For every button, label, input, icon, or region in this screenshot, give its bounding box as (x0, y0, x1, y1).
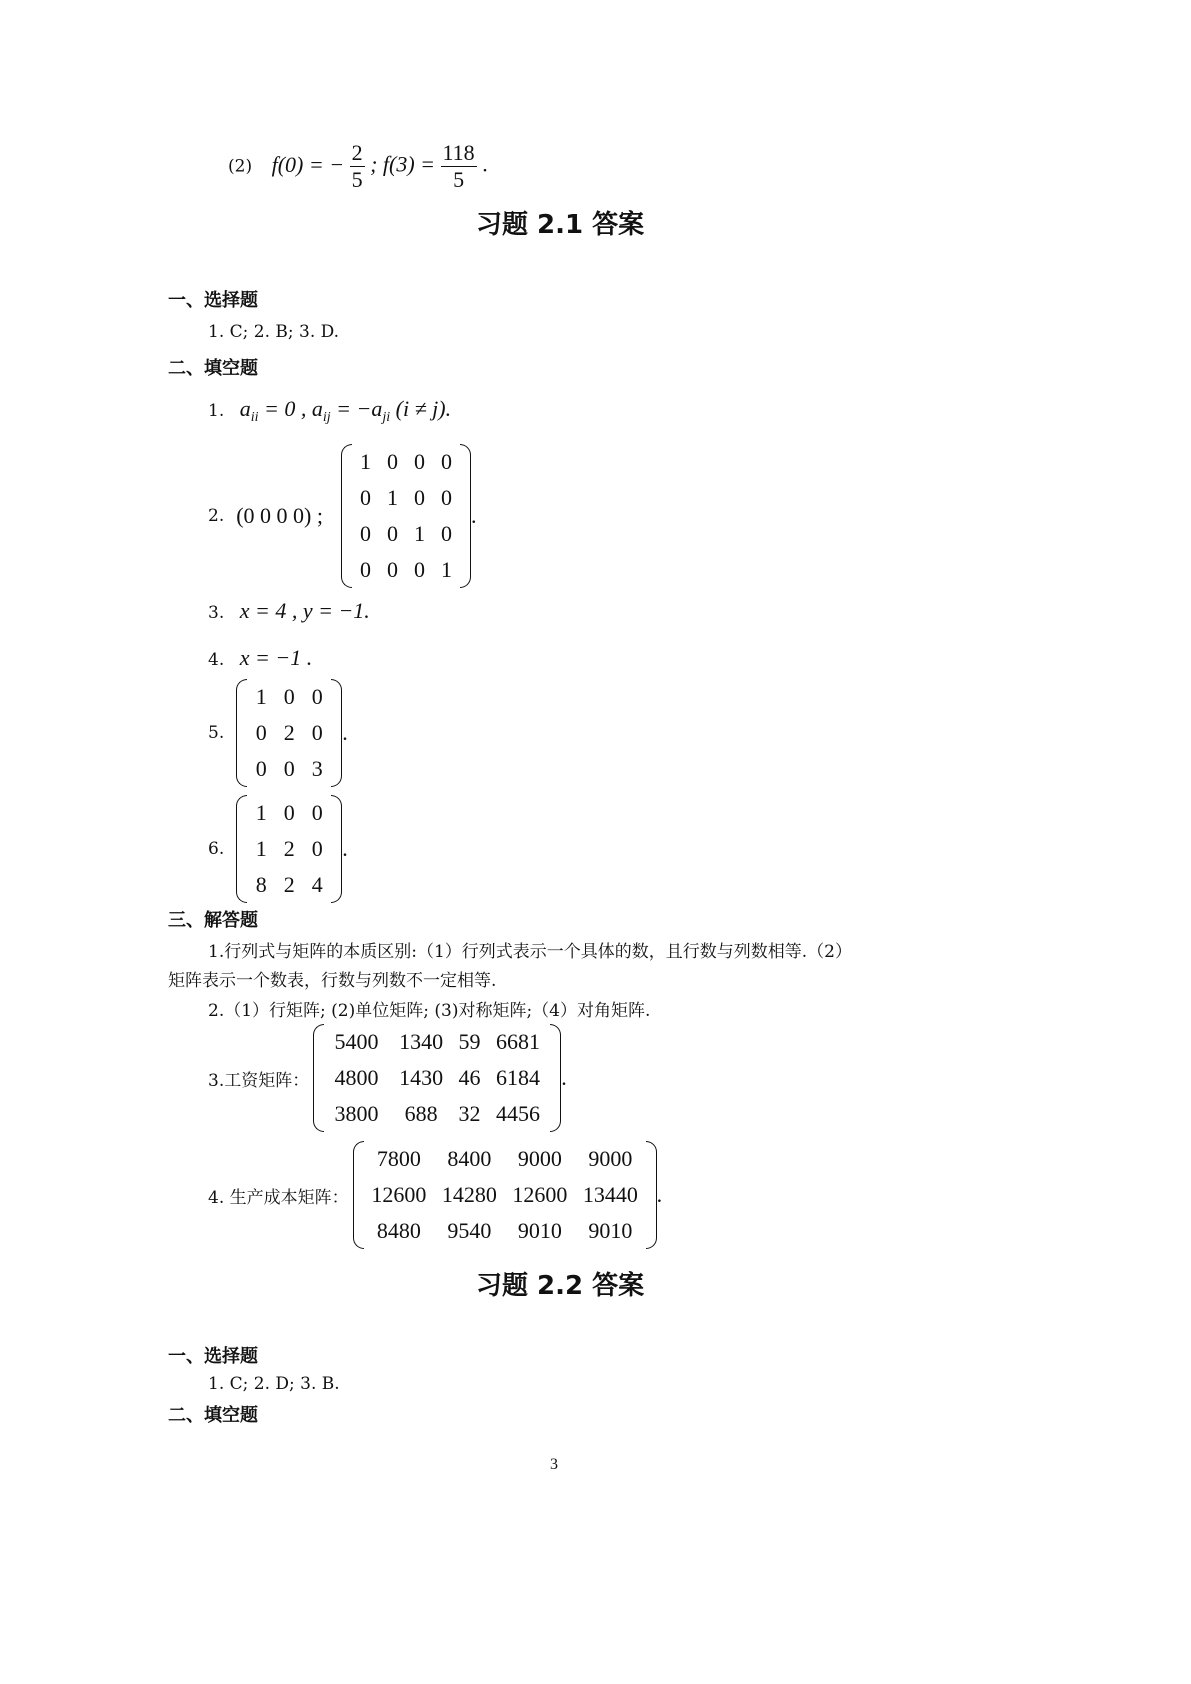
matrix-row (247, 679, 331, 715)
matrix-cell: 1 (255, 836, 267, 861)
fill-q6: 6. 1 0 0 1 2 0 8 2 4 . (208, 795, 348, 903)
matrix-cell: 0 (414, 485, 425, 510)
matrix-cell: 3800 (334, 1101, 379, 1126)
matrix-cell: 14280 (441, 1182, 497, 1207)
matrix-cell: 12600 (512, 1182, 568, 1207)
matrix-cell: 0 (360, 485, 371, 510)
matrix-cell: 2 (283, 836, 295, 861)
answer-q2: 2.（1）行矩阵; (2)单位矩阵; (3)对称矩阵;（4）对角矩阵. (208, 1001, 651, 1021)
matrix-cell: 0 (255, 720, 267, 745)
matrix-row (352, 444, 460, 480)
matrix-row (247, 715, 331, 751)
matrix-cell: 46 (458, 1065, 481, 1090)
fill-q3: 3. x = 4 , y = −1. (208, 598, 370, 623)
answer-heading: 三、解答题 (168, 910, 258, 931)
matrix-row (324, 1096, 550, 1132)
matrix-cell: 32 (458, 1101, 481, 1126)
fill-heading-2-2: 二、填空题 (168, 1405, 258, 1426)
matrix-cell: 4 (311, 872, 323, 897)
matrix-cell: 688 (404, 1101, 438, 1126)
item-label: (2) (228, 156, 253, 177)
matrix-cell: 0 (311, 720, 323, 745)
matrix-cell: 0 (311, 836, 323, 861)
matrix-cell: 0 (387, 449, 398, 474)
matrix-cell: 5400 (334, 1029, 379, 1054)
salary-matrix (313, 1024, 561, 1132)
fraction: $\frac{2}{5}$ (351, 140, 363, 192)
choice-answers: 1. C; 2. B; 3. D. (208, 322, 340, 342)
matrix-cell: 8 (255, 872, 267, 897)
matrix-cell: 2 (283, 872, 295, 897)
matrix-cell: 9000 (517, 1146, 562, 1171)
matrix-row (247, 795, 331, 831)
matrix-cell: 0 (283, 684, 295, 709)
matrix-row (364, 1213, 646, 1249)
matrix-cell: 9000 (588, 1146, 633, 1171)
matrix-cell: 0 (311, 800, 323, 825)
matrix-cell: 1 (360, 449, 371, 474)
fill-q4: 4. x = −1 . (208, 645, 313, 670)
matrix-cell: 6184 (495, 1065, 540, 1090)
matrix-cell: 9010 (588, 1218, 633, 1243)
matrix-cell: 8480 (376, 1218, 421, 1243)
matrix-cell: 3 (311, 756, 323, 781)
answer-q4: 4. 生产成本矩阵： 7800 8400 9000 9000 12600 14280 12600 13440 8480 9540 9010 9010 . (208, 1141, 662, 1249)
matrix-cell: 0 (311, 684, 323, 709)
matrix-row (364, 1141, 646, 1177)
matrix-cell: 6681 (495, 1029, 540, 1054)
matrix-row (324, 1060, 550, 1096)
matrix-cell: 7800 (376, 1146, 421, 1171)
matrix-cell: 8400 (447, 1146, 492, 1171)
choice-answers-2-2: 1. C; 2. D; 3. B. (208, 1374, 340, 1394)
matrix-cell: 13440 (582, 1182, 638, 1207)
section-title-2-2: 习题 2.2 答案 (476, 1271, 645, 1301)
matrix-cell: 0 (414, 449, 425, 474)
matrix-cell: 1 (255, 684, 267, 709)
matrix-cell: 1 (387, 485, 398, 510)
matrix-row (247, 751, 331, 787)
lower-triangular-matrix (236, 795, 342, 903)
prev-item-answer: (2) f(0) = − $\frac{2}{5}$ ; f(3) = $\frac{118}{5}$ . (228, 140, 488, 192)
fill-q5: 5. 1 0 0 0 2 0 0 0 3 . (208, 679, 348, 787)
matrix-cell: 4456 (495, 1101, 540, 1126)
fill-q1: 1. $a_{ii} = 0$ , $a_{ij} = -a_{ji}$ (i ≠ j). (208, 396, 452, 425)
matrix-cell: 9010 (517, 1218, 562, 1243)
matrix-cell: 1430 (399, 1065, 444, 1090)
matrix-cell: 0 (360, 557, 371, 582)
section-title-2-1: 习题 2.1 答案 (476, 210, 645, 240)
page-number: 3 (550, 1456, 558, 1473)
matrix-cell: 0 (360, 521, 371, 546)
matrix-cell: 0 (441, 485, 452, 510)
matrix-cell: 0 (414, 557, 425, 582)
identity-matrix (341, 444, 471, 588)
matrix-row (247, 867, 331, 903)
matrix-cell: 2 (283, 720, 295, 745)
matrix-cell: 0 (441, 449, 452, 474)
matrix-cell: 0 (387, 557, 398, 582)
matrix-cell: 1 (441, 557, 452, 582)
matrix-cell: 59 (458, 1029, 481, 1054)
fill-heading: 二、填空题 (168, 358, 258, 379)
matrix-cell: 0 (283, 756, 295, 781)
matrix-cell: 0 (441, 521, 452, 546)
matrix-cell: 4800 (334, 1065, 379, 1090)
matrix-cell: 0 (255, 756, 267, 781)
answer-q3: 3.工资矩阵： 5400 1340 59 6681 4800 1430 46 6184 3800 688 32 4456 . (208, 1024, 567, 1132)
matrix-row (324, 1024, 550, 1060)
matrix-row (352, 516, 460, 552)
matrix-row (352, 480, 460, 516)
fraction: $\frac{118}{5}$ (442, 140, 475, 192)
diagonal-matrix (236, 679, 342, 787)
matrix-cell: 1340 (399, 1029, 444, 1054)
answer-q1-line2: 矩阵表示一个数表，行数与列数不一定相等. (168, 971, 497, 991)
matrix-row (364, 1177, 646, 1213)
matrix-cell: 12600 (371, 1182, 427, 1207)
matrix-cell: 9540 (447, 1218, 492, 1243)
matrix-cell: 1 (414, 521, 425, 546)
matrix-cell: 0 (387, 521, 398, 546)
matrix-cell: 1 (255, 800, 267, 825)
matrix-row (247, 831, 331, 867)
production-cost-matrix (353, 1141, 657, 1249)
choice-heading: 一、选择题 (168, 290, 258, 311)
choice-heading-2-2: 一、选择题 (168, 1346, 258, 1367)
matrix-cell: 0 (283, 800, 295, 825)
fill-q2: 2. (0 0 0 0) ; 1 0 0 0 0 1 0 0 0 0 1 0 0 0 0 1 . (208, 444, 477, 588)
answer-q1-line1: 1.行列式与矩阵的本质区别:（1）行列式表示一个具体的数，且行数与列数相等.（2） (208, 942, 852, 962)
matrix-row (352, 552, 460, 588)
